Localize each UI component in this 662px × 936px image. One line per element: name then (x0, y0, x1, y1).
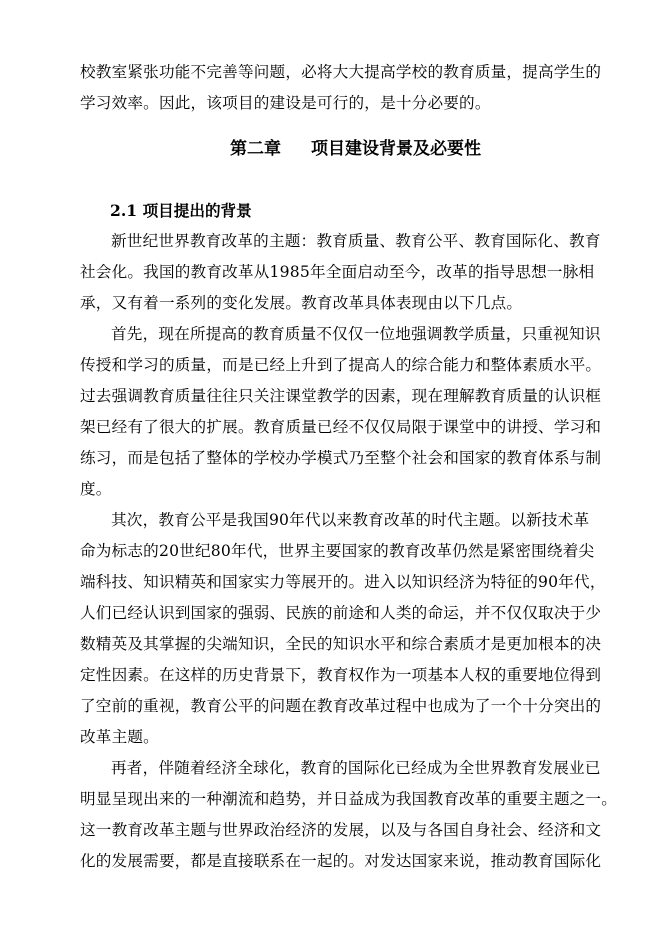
paragraph-1-line-3: 承，又有着一系列的变化发展。教育改革具体表现由以下几点。 (80, 294, 523, 312)
paragraph-4-line-3: 这一教育改革主题与世界政治经济的发展，以及与各国自身社会、经济和文 (80, 821, 602, 839)
paragraph-3-line-4: 人们已经认识到国家的强弱、民族的前途和人类的命运，并不仅仅取决于少 (80, 604, 602, 622)
chapter-title: 项目建设背景及必要性 (311, 139, 481, 159)
paragraph-3-line-6: 定性因素。在这样的历史背景下，教育权作为一项基本人权的重要地位得到 (80, 666, 602, 684)
chapter-heading (230, 138, 481, 160)
paragraph-3-line-3: 端科技、知识精英和国家实力等展开的。进入以知识经济为特征的90年代， (80, 573, 606, 591)
paragraph-2-line-5: 练习，而是包括了整体的学校办学模式乃至整个社会和国家的教育体系与制 (80, 449, 602, 467)
intro-line-2: 学习效率。因此，该项目的建设是可行的，是十分必要的。 (80, 94, 491, 112)
paragraph-3-line-7: 了空前的重视，教育公平的问题在教育改革过程中也成为了一个十分突出的 (80, 697, 602, 715)
paragraph-4-line-2: 明显呈现出来的一种潮流和趋势，并日益成为我国教育改革的重要主题之一。 (80, 790, 617, 808)
paragraph-1-line-2: 社会化。我国的教育改革从1985年全面启动至今，改革的指导思想一脉相 (80, 263, 595, 281)
paragraph-2-line-4: 架已经有了很大的扩展。教育质量已经不仅仅局限于课堂中的讲授、学习和 (80, 418, 602, 436)
paragraph-2-line-2: 传授和学习的质量，而是已经上升到了提高人的综合能力和整体素质水平。 (80, 356, 602, 374)
paragraph-2-line-1: 首先，现在所提高的教育质量不仅仅一位地强调教学质量，只重视知识 (111, 325, 601, 343)
paragraph-4-line-1: 再者，伴随着经济全球化，教育的国际化已经成为全世界教育发展业已 (111, 759, 601, 777)
paragraph-4-line-4: 化的发展需要，都是直接联系在一起的。对发达国家来说，推动教育国际化 (80, 852, 602, 870)
section-title: 项目提出的背景 (142, 201, 252, 220)
paragraph-3-line-5: 数精英及其掌握的尖端知识，全民的知识水平和综合素质才是更加根本的决 (80, 635, 602, 653)
section-heading (110, 200, 252, 222)
chapter-number: 第二章 (230, 139, 281, 159)
paragraph-2-line-3: 过去强调教育质量往往只关注课堂教学的因素，现在理解教育质量的认识框 (80, 387, 602, 405)
section-number: 2.1 (110, 201, 138, 220)
paragraph-2-line-6: 度。 (80, 480, 112, 498)
paragraph-3-line-2: 命为标志的20世纪80年代，世界主要国家的教育改革仍然是紧密围绕着尖 (80, 542, 595, 560)
paragraph-3-line-1: 其次，教育公平是我国90年代以来教育改革的时代主题。以新技术革 (111, 511, 590, 529)
paragraph-3-line-8: 改革主题。 (80, 728, 159, 746)
intro-line-1: 校教室紧张功能不完善等问题，必将大大提高学校的教育质量，提高学生的 (80, 63, 602, 81)
paragraph-1-line-1: 新世纪世界教育改革的主题：教育质量、教育公平、教育国际化、教育 (111, 232, 601, 250)
